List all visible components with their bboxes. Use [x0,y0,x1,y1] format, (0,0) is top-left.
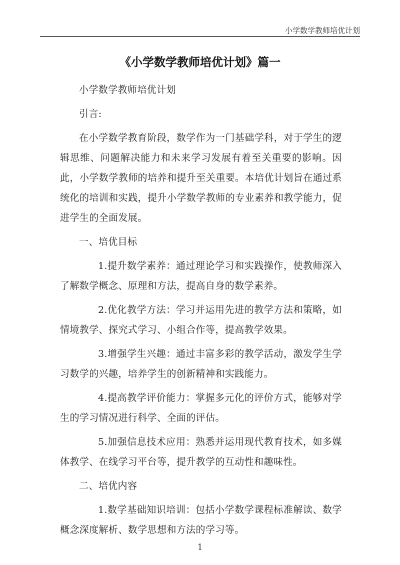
goal-item-4: 4.提高教学评价能力：掌握多元化的评价方式，能够对学生的学习情况进行科学、全面的评估。 [60,393,342,424]
goal-item-5: 5.加强信息技术应用：熟悉并运用现代教育技术，如多媒体教学、在线学习平台等，提升教学的互动性和趣味性。 [60,437,342,468]
content-item-1: 1.数学基础知识培训：包括小学数学课程标准解读、数学概念深度解析、数学思想和方法的学习等。 [60,505,342,536]
section-goals-heading: 一、培优目标 [79,237,138,248]
document-body [60,81,342,545]
running-header-title: 小学数学教师培优计划 [285,26,360,35]
page-header [40,0,360,37]
document-subtitle: 小学数学教师培优计划 [79,85,177,96]
intro-label: 引言: [79,109,102,120]
intro-paragraph: 在小学数学教育阶段，数学作为一门基础学科，对于学生的逻辑思维、问题解决能力和未来学习发展有着至关重要的影响。因此，小学数学教师的培养和提升至关重要。本培优计划旨在通过系统化的培训和实践，提升小学数学教师的专业素养和教学能力，促进学生的全面发展。 [60,133,342,224]
document-title: 《小学数学教师培优计划》篇一 [119,55,281,69]
section-content-heading: 二、培优内容 [79,481,138,492]
goal-item-2: 2.优化教学方法：学习并运用先进的教学方法和策略，如情境教学、探究式学习、小组合作等，提高教学效果。 [60,305,342,336]
goal-item-1: 1.提升数学素养：通过理论学习和实践操作，使教师深入了解数学概念、原理和方法，提高自身的数学素养。 [60,261,342,292]
page-number: 1 [197,543,203,552]
goal-item-3: 3.增强学生兴趣：通过丰富多彩的教学活动，激发学生学习数学的兴趣，培养学生的创新精神和实践能力。 [60,349,342,380]
